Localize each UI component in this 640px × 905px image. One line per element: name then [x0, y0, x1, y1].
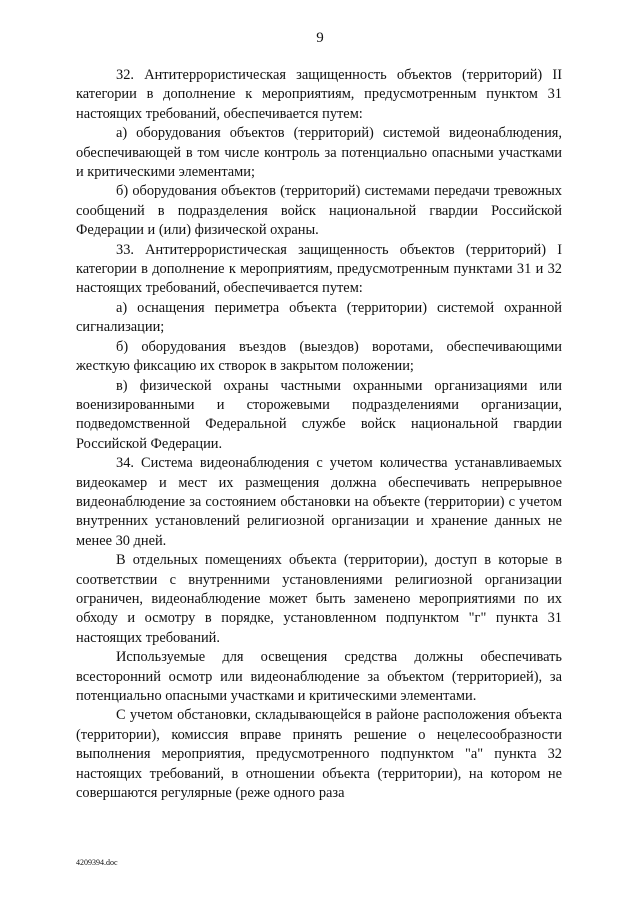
- document-file-id: 4209394.doc: [76, 858, 118, 867]
- paragraph-33: 33. Антитеррористическая защищенность объектов (территорий) I категории в дополнение к мероприятиям, предусмотренным пунктами 31 и 32 настоящих требований, обеспечивается путем:: [76, 241, 562, 297]
- paragraph-34-restricted-rooms: В отдельных помещениях объекта (территории), доступ в которые в соответствии с внутренними установлениями религиозной организации ограничен, видеонаблюдение может быть заменено мероприятиями по их обходу и осмотру в порядке, установленном подпунктом "г" пункта 31 настоящих требований.: [76, 552, 562, 646]
- paragraph-32-a: а) оборудования объектов (территорий) системой видеонаблюдения, обеспечивающей в том числе контроль за потенциально опасными участками и критическими элементами;: [76, 125, 562, 181]
- paragraph-32-b: б) оборудования объектов (территорий) системами передачи тревожных сообщений в подразделения войск национальной гвардии Российской Федерации и (или) физической охраны.: [76, 183, 562, 239]
- paragraph-33-a: а) оснащения периметра объекта (территории) системой охранной сигнализации;: [76, 299, 562, 336]
- paragraph-33-v: в) физической охраны частными охранными организациями или военизированными и сторожевыми подразделениями организации, подведомственной Федеральной службе войск национальной гвардии Российской Федерации.: [76, 377, 562, 452]
- document-body: [76, 66, 562, 803]
- page-number: 9: [316, 30, 324, 46]
- paragraph-32: 32. Антитеррористическая защищенность объектов (территорий) II категории в дополнение к мероприятиям, предусмотренным пунктом 31 настоящих требований, обеспечивается путем:: [76, 67, 562, 122]
- paragraph-34-commission: С учетом обстановки, складывающейся в районе расположения объекта (территории), комиссия вправе принять решение о нецелесообразности выполнения мероприятия, предусмотренного подпунктом "а" пункта 32 настоящих требований, в отношении объекта (территории), на котором не совершаются регулярные (реже одного раза: [76, 707, 562, 802]
- paragraph-33-b: б) оборудования въездов (выездов) воротами, обеспечивающими жесткую фиксацию их створок в закрытом положении;: [76, 338, 562, 375]
- paragraph-34-lighting: Используемые для освещения средства должны обеспечивать всесторонний осмотр или видеонаблюдение за объектом (территорией), за потенциально опасными участками и критическими элементами.: [76, 649, 562, 704]
- paragraph-34: 34. Система видеонаблюдения с учетом количества устанавливаемых видеокамер и мест их размещения должна обеспечивать непрерывное видеонаблюдение за состоянием обстановки на объекте (территории) с учетом внутренних установлений религиозной организации и хранение данных не менее 30 дней.: [76, 455, 562, 549]
